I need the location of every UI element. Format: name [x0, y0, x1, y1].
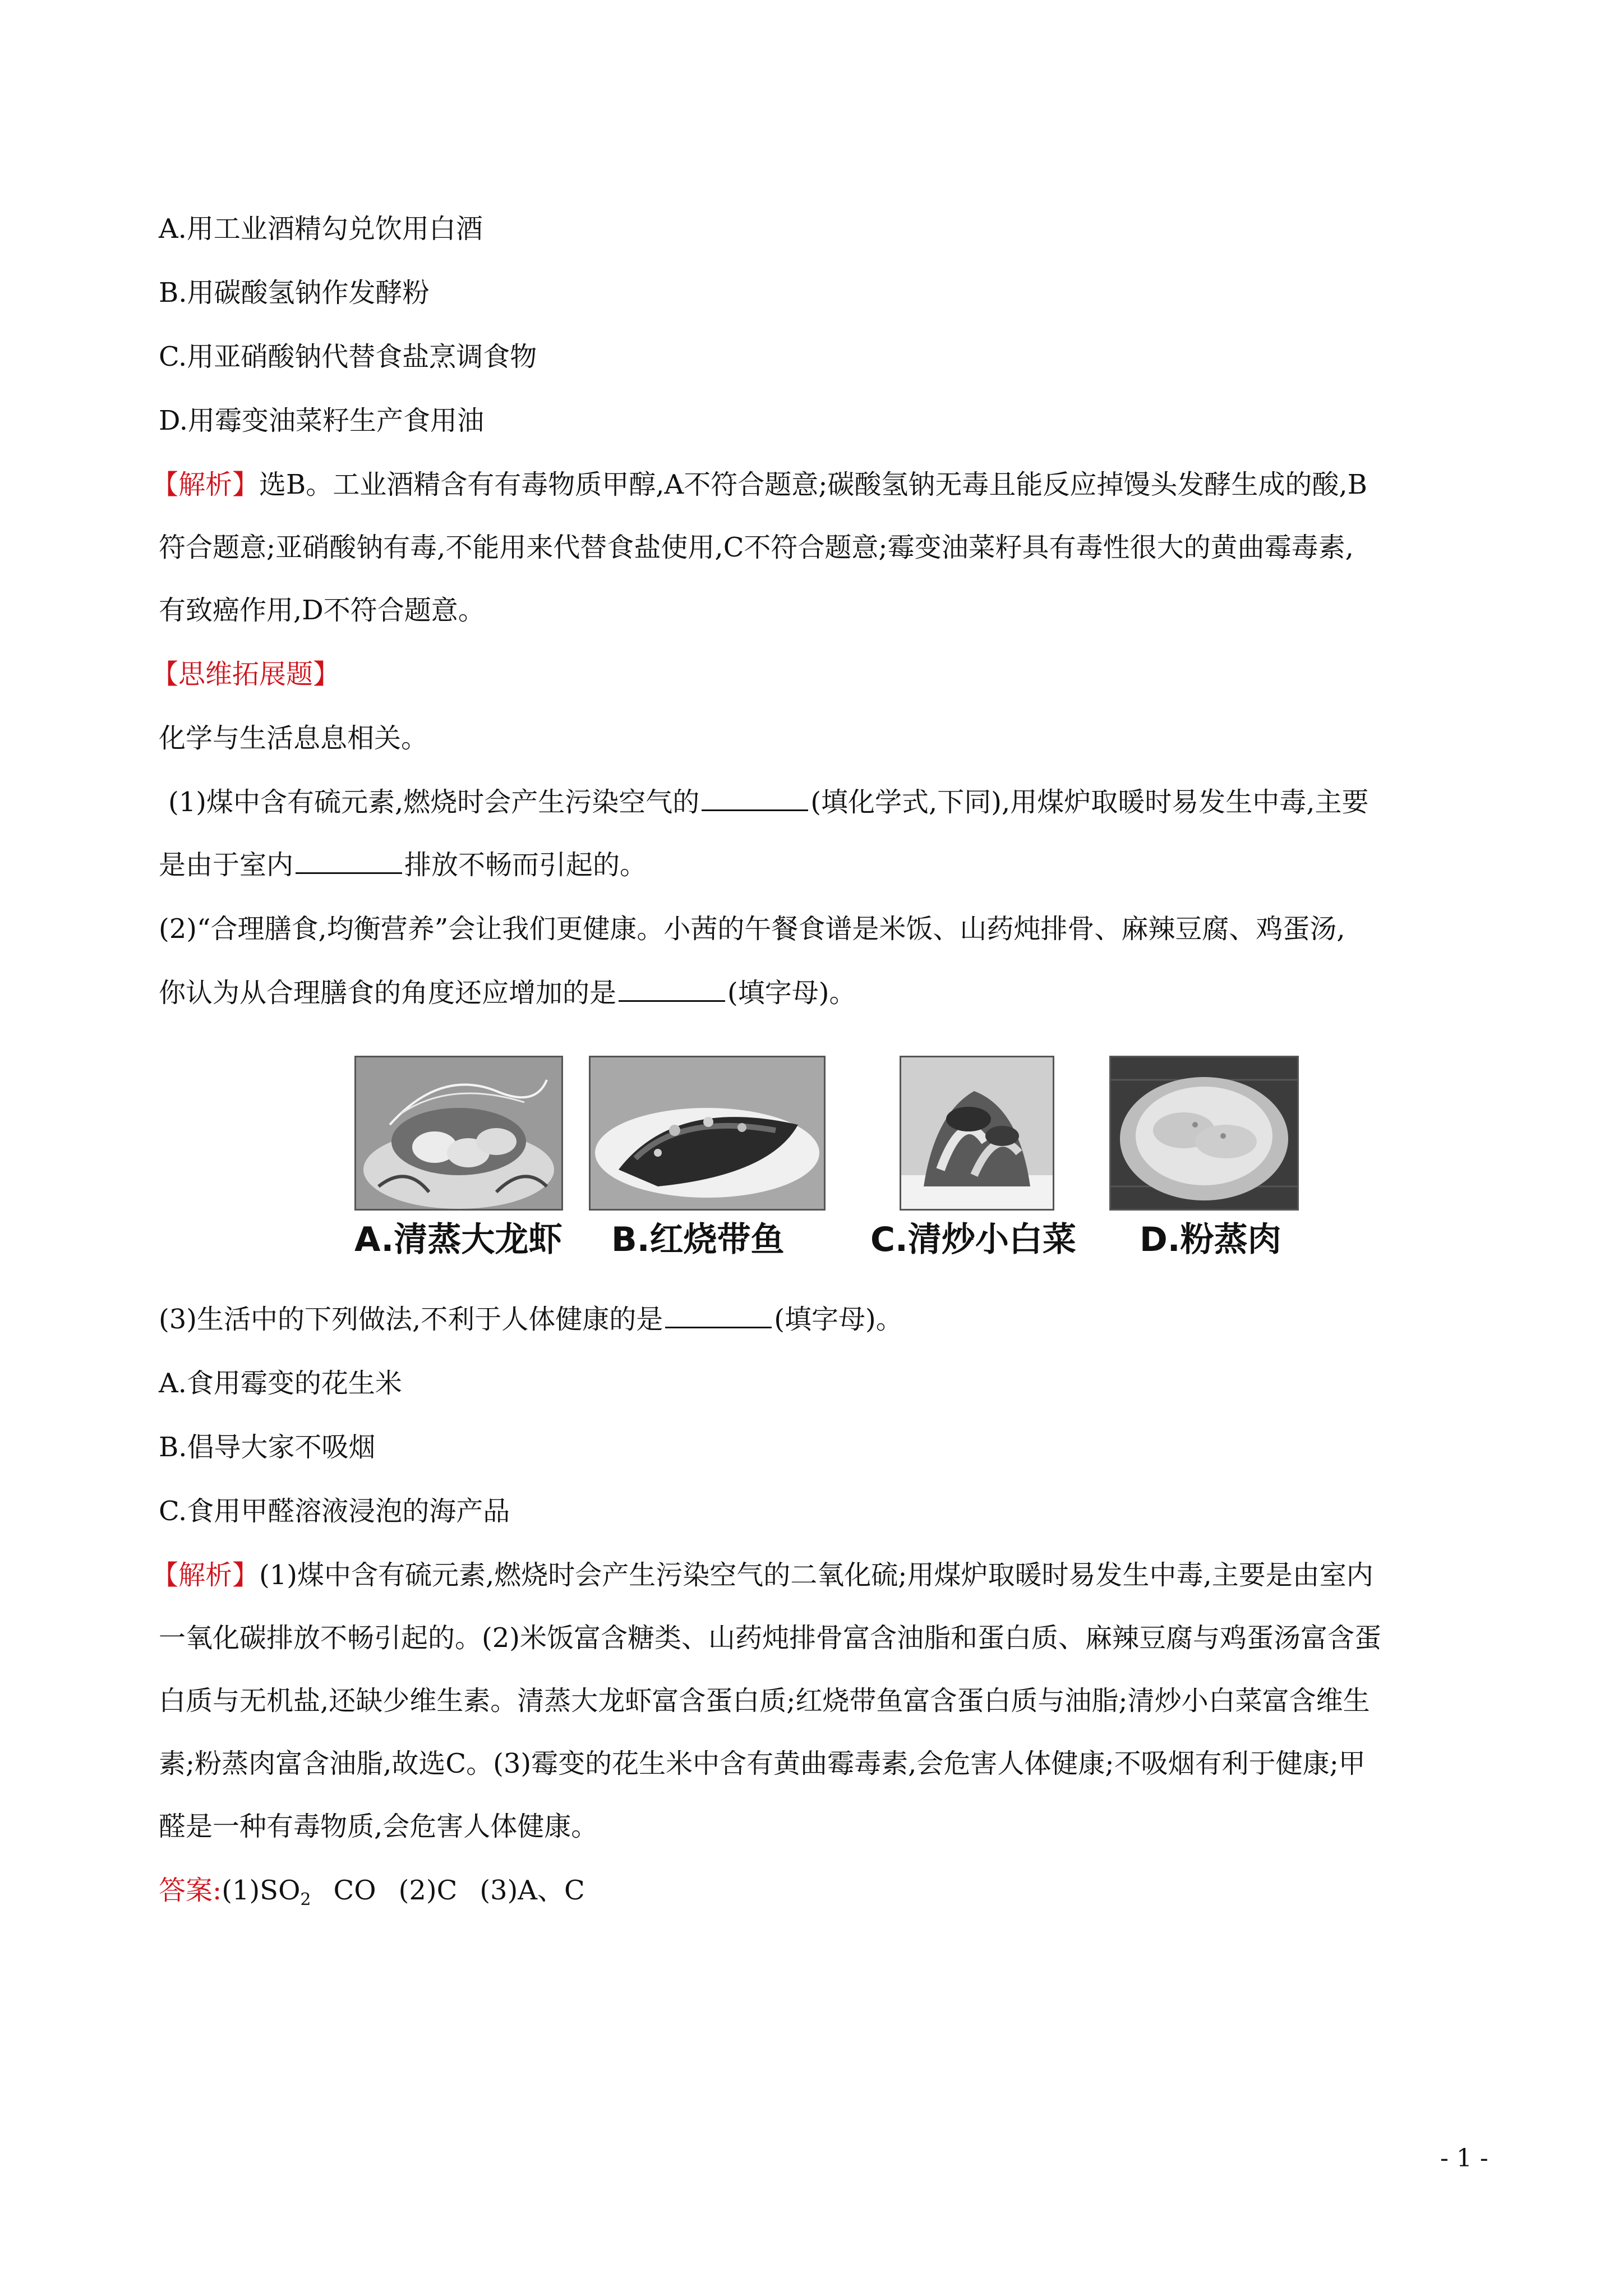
food-caption-d: D.粉蒸肉: [1140, 1220, 1281, 1259]
option-d: D.用霉变油菜籽生产食用油: [159, 405, 485, 436]
braised-fish-photo: [589, 1056, 826, 1211]
steamed-pork-photo: [1109, 1056, 1299, 1211]
analysis-1-line-2: 符合题意;亚硝酸钠有毒,不能用来代替食盐使用,C不符合题意;霉变油菜籽具有毒性很大的黄曲霉毒素,: [159, 532, 1354, 563]
extension-title: 【思维拓展题】: [151, 659, 340, 690]
answer-blank: [296, 850, 402, 874]
answer-blank: [702, 787, 808, 811]
answer-blank: [665, 1304, 772, 1328]
option-c: C.用亚硝酸钠代替食盐烹调食物: [159, 341, 537, 372]
analysis-2-line-2: 一氧化碳排放不畅引起的。(2)米饭富含糖类、山药炖排骨富含油脂和蛋白质、麻辣豆腐与鸡蛋汤富含蛋: [159, 1622, 1381, 1654]
question-1-line-2: 是由于室内 排放不畅而引起的。: [159, 849, 647, 881]
extension-intro: 化学与生活息息相关。: [159, 723, 428, 754]
food-caption-b: B.红烧带鱼: [611, 1220, 785, 1259]
question-1-line-1: (1)煤中含有硫元素,燃烧时会产生污染空气的 (填化学式,下同),用煤炉取暖时易发生中毒,主要: [168, 786, 1369, 818]
analysis-2-line-5: 醛是一种有毒物质,会危害人体健康。: [159, 1811, 598, 1842]
answer-tag: 答案:: [159, 1875, 222, 1906]
answer-blank: [619, 978, 725, 1002]
analysis-tag: 【解析】: [151, 1559, 260, 1591]
question-3-option-a: A.食用霉变的花生米: [159, 1368, 402, 1399]
question-2-line-2: 你认为从合理膳食的角度还应增加的是 (填字母)。: [159, 977, 856, 1009]
analysis-1-line-1: 【解析】选B。工业酒精含有有毒物质甲醇,A不符合题意;碳酸氢钠无毒且能反应掉馒头发酵生成的酸,B: [151, 469, 1367, 500]
page-number: - 1 -: [1440, 2144, 1488, 2173]
food-caption-c: C.清炒小白菜: [870, 1220, 1076, 1259]
question-3-option-c: C.食用甲醛溶液浸泡的海产品: [159, 1496, 510, 1527]
analysis-2-line-4: 素;粉蒸肉富含油脂,故选C。(3)霉变的花生米中含有黄曲霉毒素,会危害人体健康;不吸烟有利于健康;甲: [159, 1748, 1366, 1779]
stir-fried-cabbage-photo: [900, 1056, 1054, 1211]
analysis-1-line-3: 有致癌作用,D不符合题意。: [159, 595, 485, 626]
analysis-2-line-1: 【解析】(1)煤中含有硫元素,燃烧时会产生污染空气的二氧化硫;用煤炉取暖时易发生中毒,主要是由室内: [151, 1559, 1373, 1591]
question-2-line-1: (2)“合理膳食,均衡营养”会让我们更健康。小茜的午餐食谱是米饭、山药炖排骨、麻辣豆腐、鸡蛋汤,: [159, 913, 1345, 945]
option-a: A.用工业酒精勾兑饮用白酒: [159, 213, 483, 245]
lobster-photo: [354, 1056, 563, 1211]
question-3-line: (3)生活中的下列做法,不利于人体健康的是 (填字母)。: [159, 1304, 903, 1335]
question-3-option-b: B.倡导大家不吸烟: [159, 1432, 376, 1463]
analysis-tag: 【解析】: [151, 469, 260, 500]
analysis-2-line-3: 白质与无机盐,还缺少维生素。清蒸大龙虾富含蛋白质;红烧带鱼富含蛋白质与油脂;清炒小白菜富含维生: [159, 1685, 1370, 1717]
answer-line: 答案$:(1)SO_2$ CO (2)C (3)A、C: [159, 1875, 585, 1910]
option-b: B.用碳酸氢钠作发酵粉: [159, 277, 430, 309]
food-caption-a: A.清蒸大龙虾: [354, 1220, 562, 1259]
